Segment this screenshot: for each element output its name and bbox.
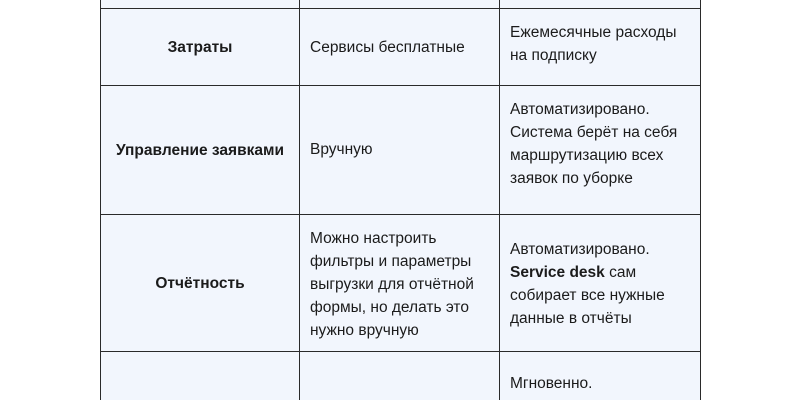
row-label-reporting: Отчётность [101,215,300,352]
comparison-table [100,0,701,400]
cell-text: Вручную [310,141,373,158]
table-cell [300,352,500,400]
table-row-request-management [101,86,701,215]
cell-text-emphasis: Service desk [510,264,605,281]
cell-requests-option-b [500,86,701,215]
table-cell [500,0,701,9]
cell-requests-option-a [300,86,500,215]
table-cell [101,0,300,9]
cell-text: Автоматизировано. Система берёт на себя маршрутизацию всех заявок по уборке [510,101,678,187]
cell-costs-option-a [300,9,500,86]
cell-reporting-option-b [500,215,701,352]
table-cell [300,0,500,9]
table-cell [500,352,701,400]
cell-text [510,215,690,330]
cell-text: Ежемесячные расходы на подписку [510,24,677,64]
table-row-reporting [101,215,701,352]
cell-reporting-option-a [300,215,500,352]
row-label-request-management: Управление заявками [101,86,300,215]
cell-costs-option-b [500,9,701,86]
table-row-costs [101,9,701,86]
cell-text [310,352,489,364]
row-label-costs: Затраты [101,9,300,86]
cell-text: Сервисы бесплатные [310,39,465,56]
cell-text: Можно настроить фильтры и параметры выгрузки для отчётной формы, но делать это нужно вручную [310,230,474,339]
table-row-bottom-partial [101,352,701,400]
cell-text-rest: сам собирает все нужные данные в отчёты [510,264,665,327]
row-label [101,352,300,400]
table-row-top-partial [101,0,701,9]
cell-text: Мгновенно. [510,375,593,392]
cell-text-line: Автоматизировано. [510,241,650,258]
